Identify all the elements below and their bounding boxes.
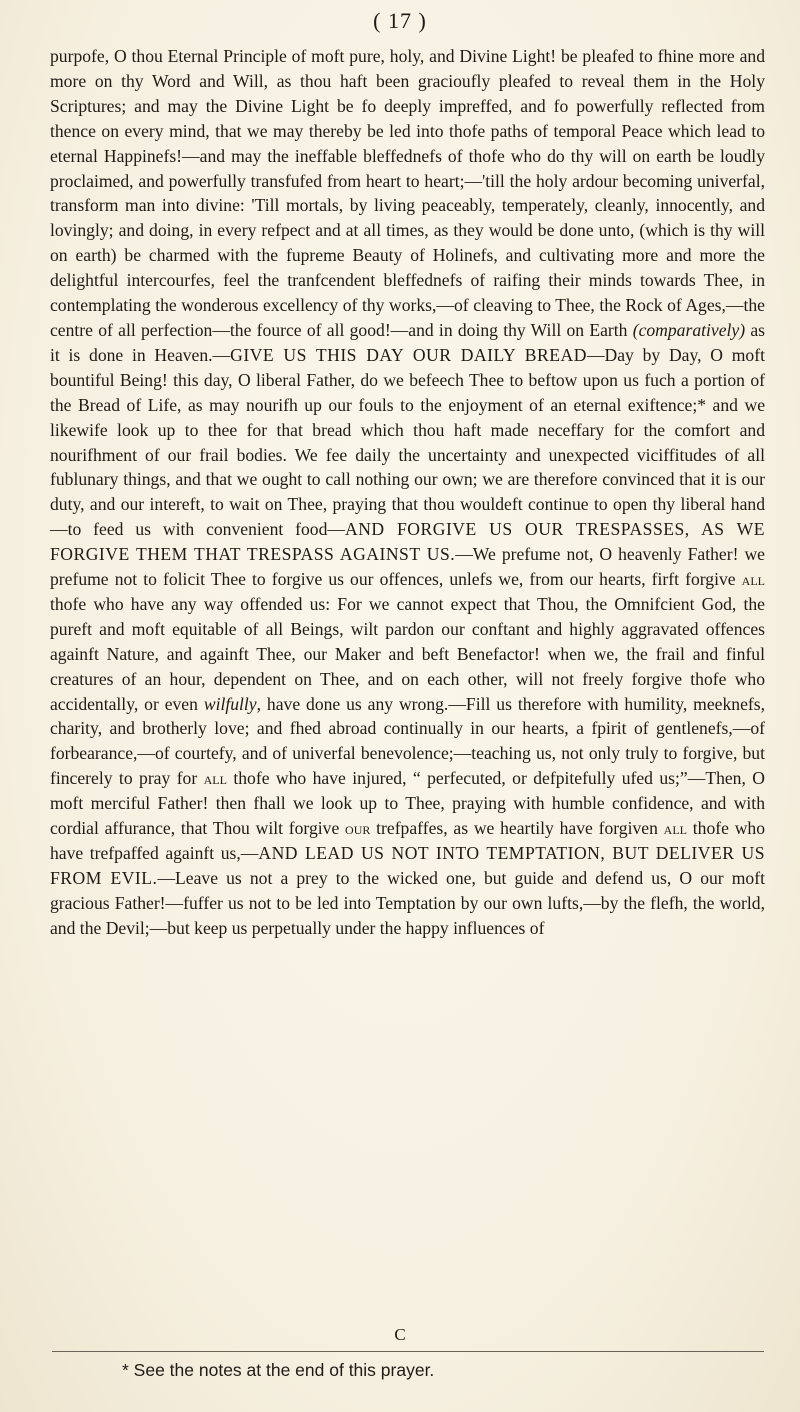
text-segment: thofe who have injured, “ perfecuted, or defpitefully ufed us;”—Then, O moft merciful Father! then fhall we look up to Thee, praying with humble confidence, and with cordial affurance, that Thou wilt forgive [50,768,765,839]
small-caps-segment: all [741,569,765,590]
footnote-rule [52,1351,764,1352]
prayer-text [50,44,765,941]
footnote: * See the notes at the end of this prayer. [122,1360,435,1380]
capitals-segment: GIVE US THIS DAY OUR DAILY BREAD [230,344,587,365]
page-number: ( 17 ) [373,8,427,33]
italic-segment: (comparatively) [632,319,746,340]
capitals-segment: AND LEAD US NOT INTO TEMPTATION, BUT DELIVER US FROM EVIL. [50,843,765,888]
small-caps-segment: all [203,768,227,789]
text-segment: thofe who have any way offended us: For we cannot expect that Thou, the Omnifcient God, the pureft and moft equitable of all Beings, wilt pardon our conftant and highly aggravated offences againft Nature, and againft Thee, our Maker and beft Benefactor! when we, the frail and finful creatures of an hour, dependent on Thee, and on each other, will not freely forgive thofe who accidentally, or even [50,593,765,714]
italic-segment: wilfully [203,693,257,714]
text-segment: —We prefume not, O heavenly Father! we prefume not to folicit Thee to forgive us our offences, unlefs we, from our hearts, firft forgive [50,544,765,590]
text-segment: trefpaffes, as we heartily have forgiven [370,818,664,839]
text-segment: —Day by Day, O moft bountiful Being! this day, O liberal Father, do we befeech Thee to beftow upon us fuch a portion of the Bread of Life, as may nourifh up our fouls to the enjoyment of an eternal exiftence;* and we likewife look up to thee for that bread which thou haft made neceffary for the comfort and nourifhment of our frail bodies. We fee daily the uncertainty and unexpected viciffitudes of all fublunary things, and that we ought to call nothing our own; we are therefore convinced that it is our duty, and our intereft, to wait on Thee, praying that thou wouldeft continue to open thy liberal hand—to feed us with convenient food— [50,344,765,540]
text-segment: , have done us any wrong.—Fill us therefore with humility, meeknefs, charity, and brotherly love; and fhed abroad continually in our hearts, a fpirit of gentlenefs,—of forbearance,—of courtefy, and of univerfal benevolence;—teaching us, not only truly to forgive, but fincerely to pray for [50,693,765,789]
capitals-segment: AND FORGIVE US OUR TRESPASSES, AS WE FORGIVE THEM THAT TRESPASS AGAINST US. [50,519,766,565]
paragraph [50,44,765,941]
text-segment: thofe who have trefpaffed againft us,— [50,818,765,863]
text-segment: as it is done in Heaven.— [50,319,765,365]
small-caps-segment: our [345,818,371,839]
small-caps-segment: all [663,818,687,839]
catchword: C [394,1325,406,1344]
text-segment: purpofe, O thou Eternal Principle of moft pure, holy, and Divine Light! be pleafed to fhine more and more on thy Word and Will, as thou haft been gracioufly pleafed to reveal them in the Holy Scriptures; and may the Divine Light be fo deeply impreffed, and fo powerfully reflected from thence on every mind, that we may thereby be led into thofe paths of temporal Peace which lead to eternal Happinefs!—and may the ineffable bleffednefs of thofe who do thy will on earth be loudly proclaimed, and powerfully transfufed from heart to heart;—'till the holy ardour becoming univerfal, transform man into divine: 'Till mortals, by living peaceably, temperately, cleanly, innocently, and lovingly; and doing, in every refpect and at all times, as they would be done unto, (which is thy will on earth) be charmed with the fupreme Beauty of Holinefs, and cultivating more and more the delightful intercourfes, feel the tranfcendent bleffednefs of raifing their minds towards Thee, in contemplating the wonderous excellency of thy works,—of cleaving to Thee, the Rock of Ages,—the centre of all perfection—the fource of all good!—and in doing thy Will on Earth [50,46,765,340]
text-segment: —Leave us not a prey to the wicked one, but guide and defend us, O our moft gracious Father!—fuffer us not to be led into Temptation by our own lufts,—by the flefh, the world, and the Devil;—but keep us perpetually under the happy influences of [50,867,765,938]
